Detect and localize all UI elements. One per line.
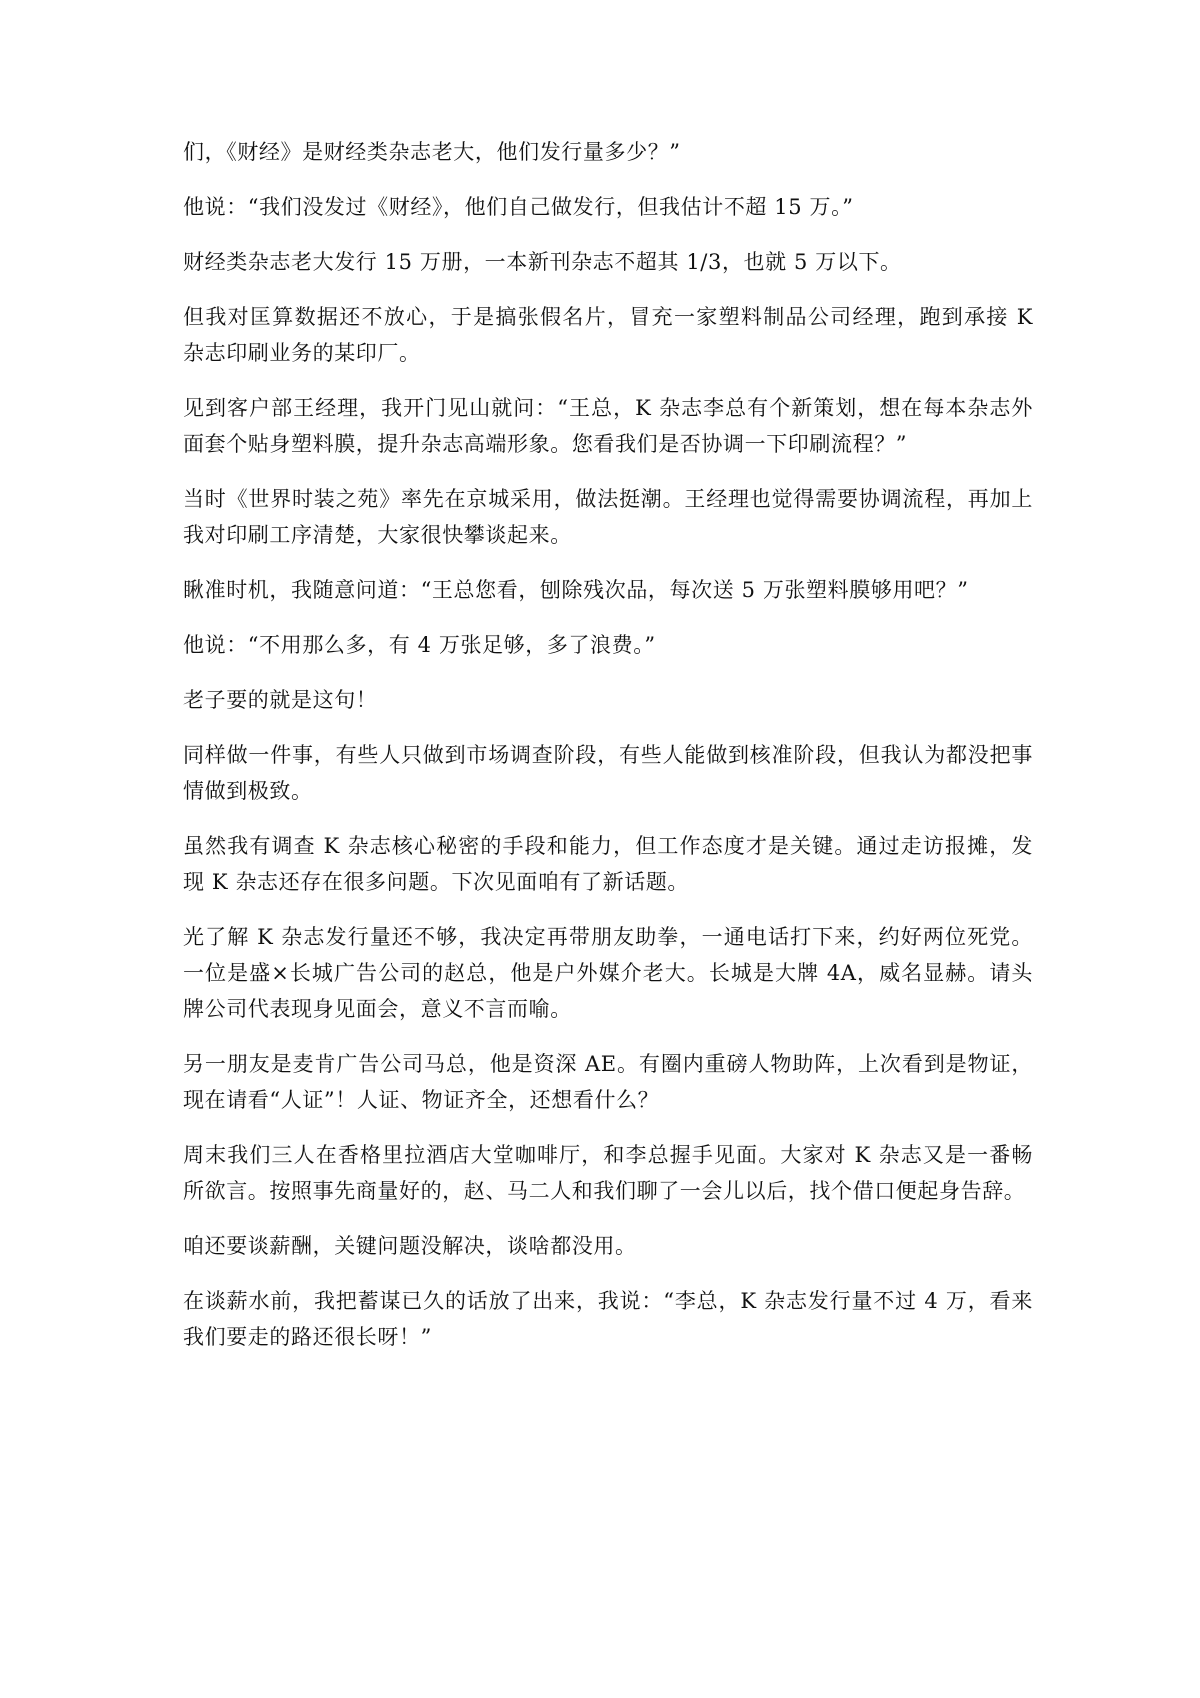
- paragraph: 同样做一件事，有些人只做到市场调查阶段，有些人能做到核准阶段，但我认为都没把事情做到极致。: [183, 743, 1033, 803]
- paragraph: 咱还要谈薪酬，关键问题没解决，谈啥都没用。: [183, 1234, 637, 1258]
- paragraph: 光了解 K 杂志发行量还不够，我决定再带朋友助拳，一通电话打下来，约好两位死党。一位是盛×长城广告公司的赵总，他是户外媒介老大。长城是大牌 4A，威名显赫。请头牌公司代表现身见面会，意义不言而喻。: [183, 925, 1033, 1021]
- paragraph: 在谈薪水前，我把蓄谋已久的话放了出来，我说：“李总，K 杂志发行量不过 4 万，看来我们要走的路还很长呀！”: [183, 1289, 1033, 1349]
- paragraph: 老子要的就是这句！: [183, 688, 378, 712]
- paragraph: 周末我们三人在香格里拉酒店大堂咖啡厅，和李总握手见面。大家对 K 杂志又是一番畅所欲言。按照事先商量好的，赵、马二人和我们聊了一会儿以后，找个借口便起身告辞。: [183, 1143, 1033, 1203]
- paragraph: 财经类杂志老大发行 15 万册，一本新刊杂志不超其 1/3，也就 5 万以下。: [183, 250, 902, 274]
- paragraph: 另一朋友是麦肯广告公司马总，他是资深 AE。有圈内重磅人物助阵，上次看到是物证，现在请看“人证”！人证、物证齐全，还想看什么？: [183, 1052, 1033, 1112]
- document-body: [183, 134, 1041, 1374]
- paragraph: 他说：“不用那么多，有 4 万张足够，多了浪费。”: [183, 633, 656, 657]
- paragraph: 他说：“我们没发过《财经》，他们自己做发行，但我估计不超 15 万。”: [183, 195, 854, 219]
- paragraph: 虽然我有调查 K 杂志核心秘密的手段和能力，但工作态度才是关键。通过走访报摊，发现 K 杂志还存在很多问题。下次见面咱有了新话题。: [183, 834, 1033, 894]
- paragraph: 但我对匡算数据还不放心，于是搞张假名片，冒充一家塑料制品公司经理，跑到承接 K 杂志印刷业务的某印厂。: [183, 305, 1041, 365]
- paragraph: 见到客户部王经理，我开门见山就问：“王总，K 杂志李总有个新策划，想在每本杂志外面套个贴身塑料膜，提升杂志高端形象。您看我们是否协调一下印刷流程？”: [183, 396, 1033, 456]
- paragraph: 瞅准时机，我随意问道：“王总您看，刨除残次品，每次送 5 万张塑料膜够用吧？”: [183, 578, 969, 602]
- paragraph: 当时《世界时装之苑》率先在京城采用，做法挺潮。王经理也觉得需要协调流程，再加上我对印刷工序清楚，大家很快攀谈起来。: [183, 487, 1033, 547]
- paragraph: 们，《财经》是财经类杂志老大，他们发行量多少？”: [183, 140, 681, 164]
